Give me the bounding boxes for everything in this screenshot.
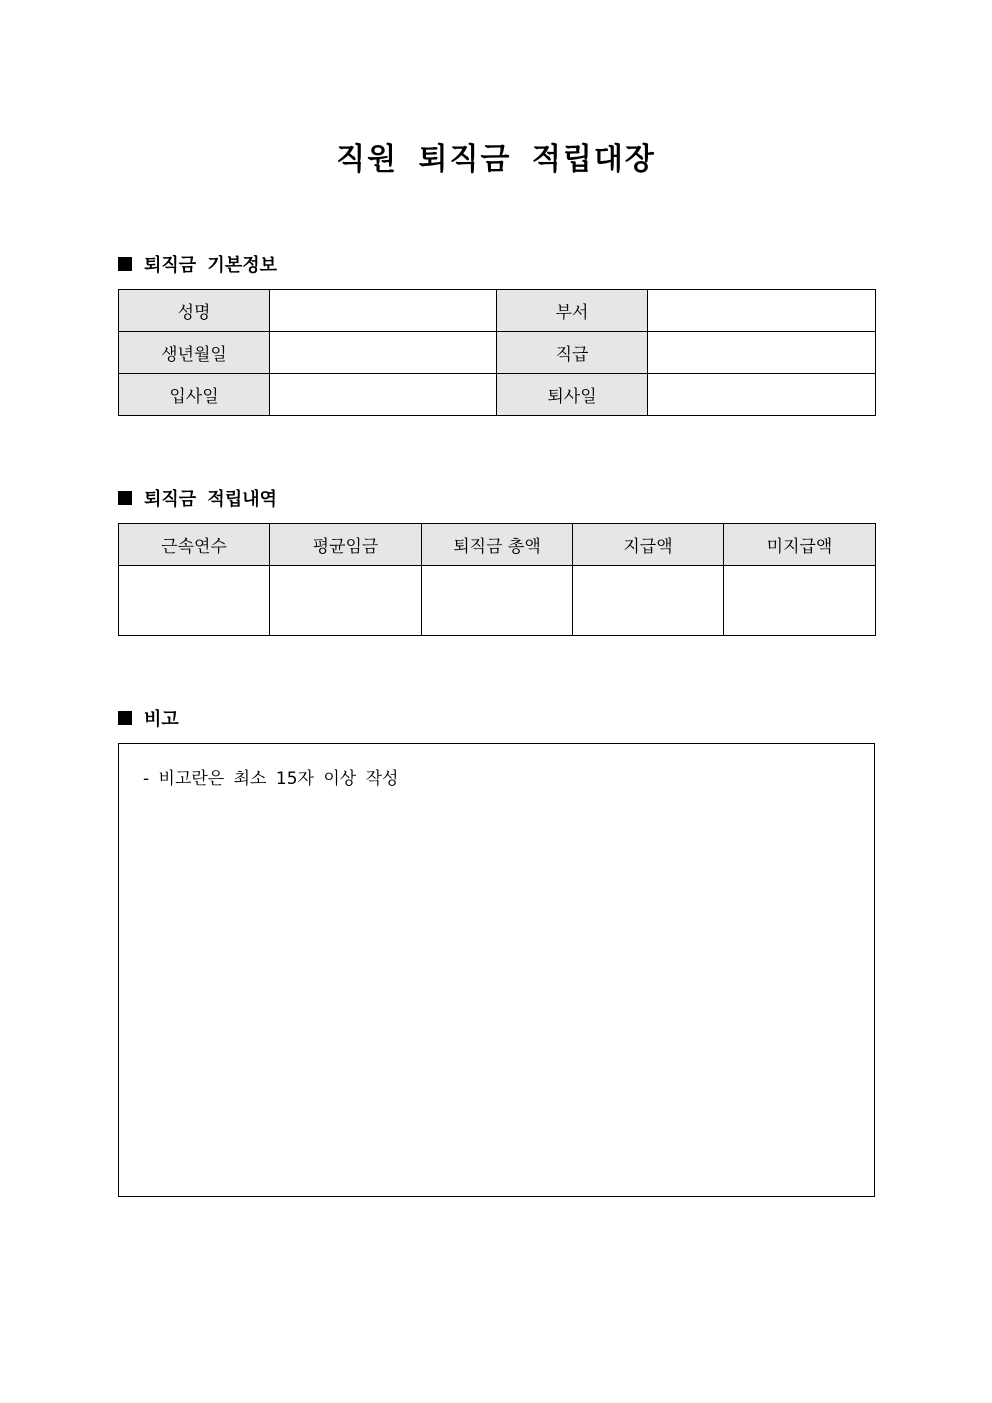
black-square-icon xyxy=(118,711,132,725)
section-heading-accumulation xyxy=(118,485,277,511)
remarks-note: - 비고란은 최소 15자 이상 작성 xyxy=(143,769,399,789)
years-of-service-header: 근속연수 xyxy=(119,524,270,566)
table-row xyxy=(119,290,876,332)
resignation-date-field[interactable] xyxy=(648,374,876,416)
paid-amount-header: 지급액 xyxy=(573,524,724,566)
birthdate-label: 생년월일 xyxy=(119,332,270,374)
name-field[interactable] xyxy=(270,290,497,332)
unpaid-amount-field[interactable] xyxy=(724,566,876,636)
total-severance-header: 퇴직금 총액 xyxy=(422,524,573,566)
position-label: 직급 xyxy=(497,332,648,374)
section-heading-label: 퇴직금 적립내역 xyxy=(144,489,277,510)
black-square-icon xyxy=(118,491,132,505)
average-wage-field[interactable] xyxy=(270,566,422,636)
birthdate-field[interactable] xyxy=(270,332,497,374)
table-row xyxy=(119,566,876,636)
department-label: 부서 xyxy=(497,290,648,332)
paid-amount-field[interactable] xyxy=(573,566,724,636)
basic-info-table xyxy=(118,289,876,416)
total-severance-field[interactable] xyxy=(422,566,573,636)
page-title: 직원 퇴직금 적립대장 xyxy=(336,142,656,177)
black-square-icon xyxy=(118,257,132,271)
name-label: 성명 xyxy=(119,290,270,332)
section-heading-remarks xyxy=(118,705,179,731)
hire-date-label: 입사일 xyxy=(119,374,270,416)
position-field[interactable] xyxy=(648,332,876,374)
table-row xyxy=(119,332,876,374)
unpaid-amount-header: 미지급액 xyxy=(724,524,876,566)
table-row xyxy=(119,374,876,416)
section-heading-label: 퇴직금 기본정보 xyxy=(144,255,277,276)
table-header-row xyxy=(119,524,876,566)
section-heading-basic-info xyxy=(118,251,277,277)
remarks-field[interactable] xyxy=(118,743,875,1197)
resignation-date-label: 퇴사일 xyxy=(497,374,648,416)
accumulation-table xyxy=(118,523,876,636)
department-field[interactable] xyxy=(648,290,876,332)
years-of-service-field[interactable] xyxy=(119,566,270,636)
average-wage-header: 평균임금 xyxy=(270,524,422,566)
section-heading-label: 비고 xyxy=(144,709,179,730)
hire-date-field[interactable] xyxy=(270,374,497,416)
